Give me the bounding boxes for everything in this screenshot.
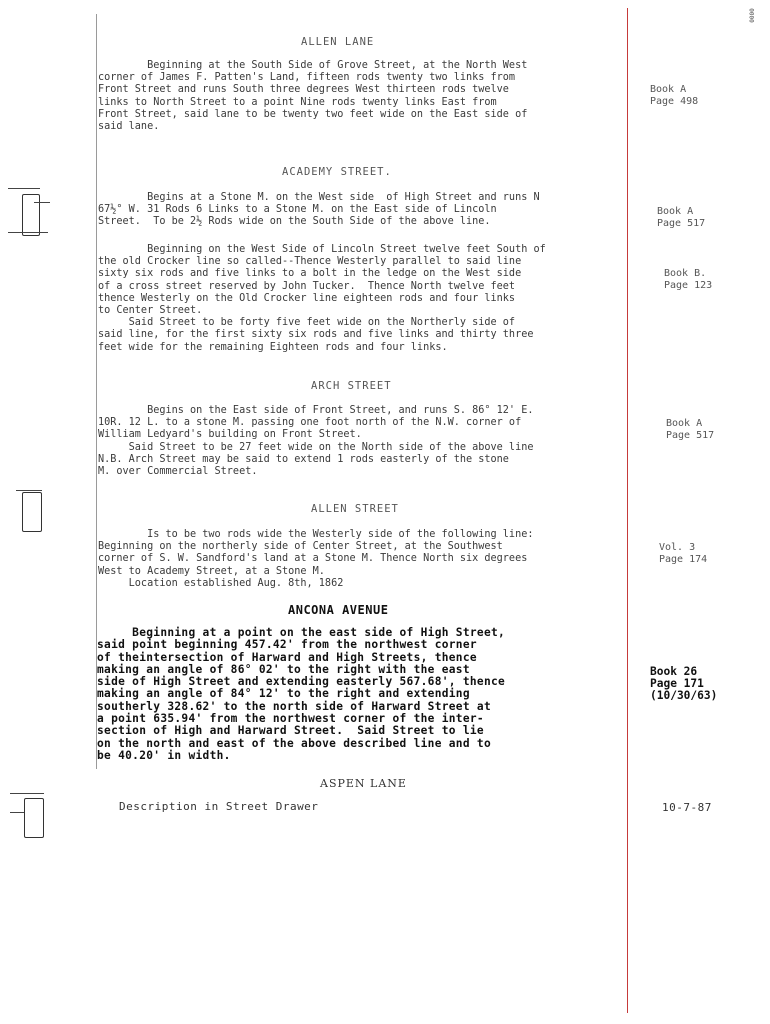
academy-street-heading: ACADEMY STREET. [282, 166, 392, 178]
right-margin-rule [627, 8, 628, 1013]
academy-street-description-1: Begins at a Stone M. on the West side of High Street and runs N 67½° W. 31 Rods 6 Links to a Stone M. on the East side of Lincoln Street. To be 2½ Rods wide on the South Side of the above line. [98, 192, 540, 228]
binder-hole-mark-bottom [8, 790, 53, 840]
binder-hole-mark-middle [8, 488, 53, 538]
academy-street-reference-1: Book A Page 517 [657, 206, 706, 229]
academy-street-description-2: Beginning on the West Side of Lincoln Street twelve feet South of the old Crocker line so called--Thence Westerly parallel to said line sixty six rods and five links to a bolt in the ledge on the West side of a cross street reserved by John Tucker. Thence North twelve feet thence Westerly on the Old Crocker line eighteen rods and four links to Center Street. Said Street to be forty five feet wide on the Northerly side of said line, for the first sixty six rods and five links and thirty three feet wide for the remaining Eighteen rods and four links. [98, 244, 546, 353]
ancona-avenue-description: Beginning at a point on the east side of High Street, said point beginning 457.42' from the northwest corner of theintersection of Harward and High Streets, thence making an angle of 86° 02' to the right with the east side of High Street and extending easterly 567.68', thence making an angle of 84° 12' to the right and extending southerly 328.62' to the north side of Harward Street at a point 635.94' from the northwest corner of the inter- section of High and Harward Street. Said Street to lie on the north and east of the above described line and to be 40.20' in width. [97, 626, 506, 762]
allen-street-heading: ALLEN STREET [311, 503, 399, 515]
binder-hole-mark-top [8, 180, 53, 240]
allen-street-description: Is to be two rods wide the Westerly side of the following line: Beginning on the northerly side of Center Street, at the Southwest corner of S. W. Sandford's land at a Stone M. Thence North six degrees West to Academy Street, at a Stone M. Location established Aug. 8th, 1862 [98, 529, 534, 589]
academy-street-reference-2: Book B. Page 123 [664, 268, 713, 291]
arch-street-description: Begins on the East side of Front Street, and runs S. 86° 12' E. 10R. 12 L. to a stone M. passing one foot north of the N.W. corner of William Ledyard's building on Front Street. Said Street to be 27 feet wide on the North side of the above line N.B. Arch Street may be said to extend 1 rods easterly of the stone M. over Commercial Street. [98, 405, 534, 478]
allen-lane-reference: Book A Page 498 [650, 84, 699, 107]
allen-lane-heading: ALLEN LANE [301, 36, 375, 48]
arch-street-heading: ARCH STREET [311, 380, 392, 392]
allen-lane-description: Beginning at the South Side of Grove Street, at the North West corner of James F. Patten's Land, fifteen rods twenty two links from Front Street and runs South three degrees West thirteen rods twelve links to North Street to a point Nine rods twenty links East from Front Street, said lane to be twenty two feet wide on the East side of said lane. [98, 60, 528, 133]
aspen-lane-reference: 10-7-87 [662, 801, 712, 814]
aspen-lane-heading: ASPEN LANE [320, 777, 407, 790]
allen-street-reference: Vol. 3 Page 174 [659, 542, 708, 565]
arch-street-reference: Book A Page 517 [666, 418, 715, 441]
aspen-lane-description: Description in Street Drawer [119, 800, 319, 813]
corner-mark: 0000 [747, 8, 755, 23]
ancona-avenue-heading: ANCONA AVENUE [288, 603, 389, 617]
ancona-avenue-reference: Book 26 Page 171 (10/30/63) [650, 665, 718, 703]
